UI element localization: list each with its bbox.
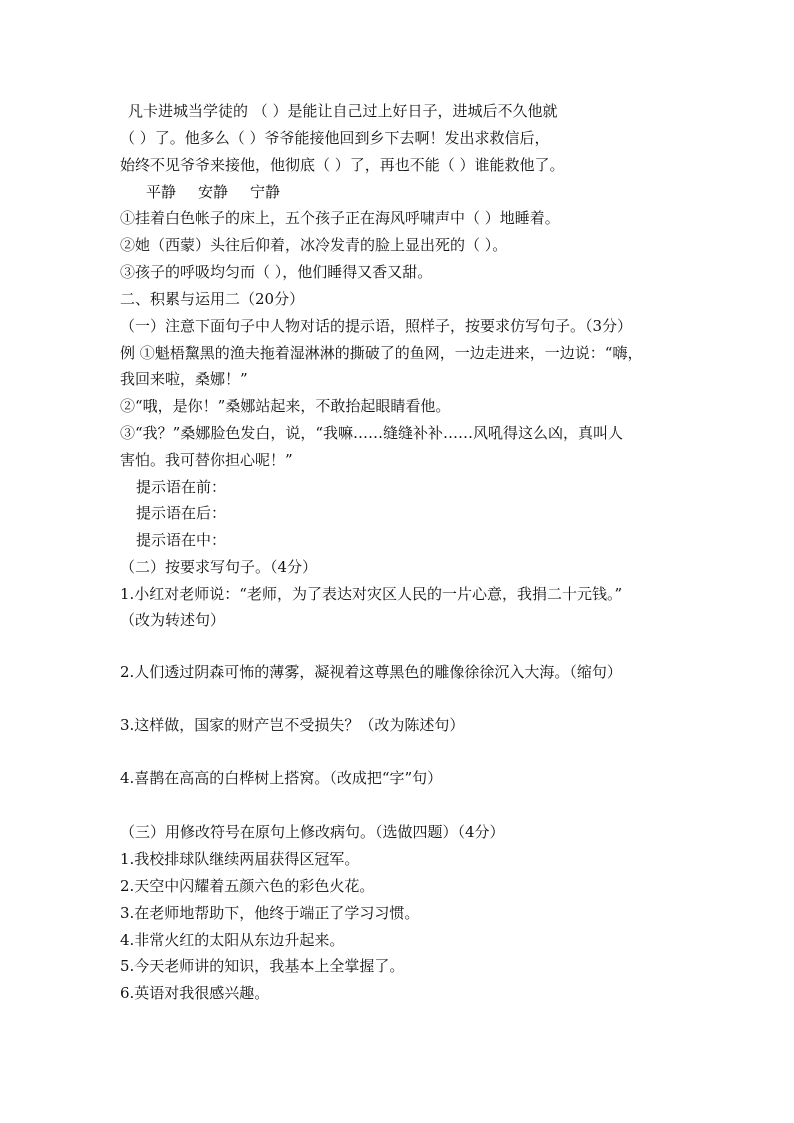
sentence-item: 4.非常火红的太阳从东边升起来。 xyxy=(120,931,345,949)
question-1-line-1: 1.小红对老师说：“老师，为了表达对灾区人民的一片心意，我捐二十元钱。” xyxy=(120,585,623,603)
example-2: ②“哦，是你！”桑娜站起来，不敢抬起眼睛看他。 xyxy=(120,397,451,415)
example-1-line-1: 例 ①魁梧黧黑的渔夫拖着湿淋淋的撕破了的鱼网，一边走进来，一边说：“嗨， xyxy=(120,344,643,362)
question-3: 3.这样做，国家的财产岂不受损失？（改为陈述句） xyxy=(120,716,465,734)
question-4: 4.喜鹊在高高的白桦树上搭窝。（改成把“字”句） xyxy=(120,769,443,787)
prompt-back: 提示语在后： xyxy=(136,504,227,522)
sentence-item: 2.天空中闪耀着五颜六色的彩色火花。 xyxy=(120,877,375,895)
word-bank-item: 宁静 xyxy=(250,183,281,201)
passage-line-3: 始终不见爷爷来接他，他彻底（ ）了，再也不能（ ）谁能救他了。 xyxy=(120,156,565,174)
example-1-line-2: 我回来啦，桑娜！” xyxy=(120,370,248,388)
fill-item-3: ③孩子的呼吸均匀而（ ），他们睡得又香又甜。 xyxy=(120,263,433,281)
part2-heading: （二）按要求写句子。（4分） xyxy=(120,558,318,576)
fill-item-2: ②她（西蒙）头往后仰着，冰冷发青的脸上显出死的（ ）。 xyxy=(120,236,508,254)
sentence-item: 5.今天老师讲的知识，我基本上全掌握了。 xyxy=(120,957,405,975)
prompt-middle: 提示语在中： xyxy=(136,531,227,549)
sentence-item: 6.英语对我很感兴趣。 xyxy=(120,984,270,1002)
word-bank xyxy=(146,182,280,202)
word-bank-item: 安静 xyxy=(198,183,229,201)
question-2: 2.人们透过阴森可怖的薄雾，凝视着这尊黑色的雕像徐徐沉入大海。（缩句） xyxy=(120,663,622,681)
part1-heading: （一）注意下面句子中人物对话的提示语，照样子，按要求仿写句子。（3分） xyxy=(120,317,633,335)
word-bank-item: 平静 xyxy=(146,183,177,201)
passage-line-1: 凡卡进城当学徒的 （ ）是能让自己过上好日子，进城后不久他就 xyxy=(128,102,558,120)
prompt-front: 提示语在前： xyxy=(136,478,227,496)
fill-item-1: ①挂着白色帐子的床上，五个孩子正在海风呼啸声中（ ）地睡着。 xyxy=(120,209,560,227)
part3-heading: （三）用修改符号在原句上修改病句。（选做四题）（4分） xyxy=(120,823,505,841)
sentence-item: 3.在老师地帮助下，他终于端正了学习习惯。 xyxy=(120,904,420,922)
section-heading: 二、积累与运用二（20分） xyxy=(120,290,305,308)
example-3-line-2: 害怕。我可替你担心呢！” xyxy=(120,451,293,469)
sentence-item: 1.我校排球队继续两届获得区冠军。 xyxy=(120,850,360,868)
passage-line-2: （ ）了。他多么（ ）爷爷能接他回到乡下去啊！发出求救信后， xyxy=(120,129,550,147)
example-3-line-1: ③“我？”桑娜脸色发白，说，“我嘛……缝缝补补……风吼得这么凶，真叫人 xyxy=(120,424,624,442)
question-1-line-2: （改为转述句） xyxy=(120,611,226,629)
